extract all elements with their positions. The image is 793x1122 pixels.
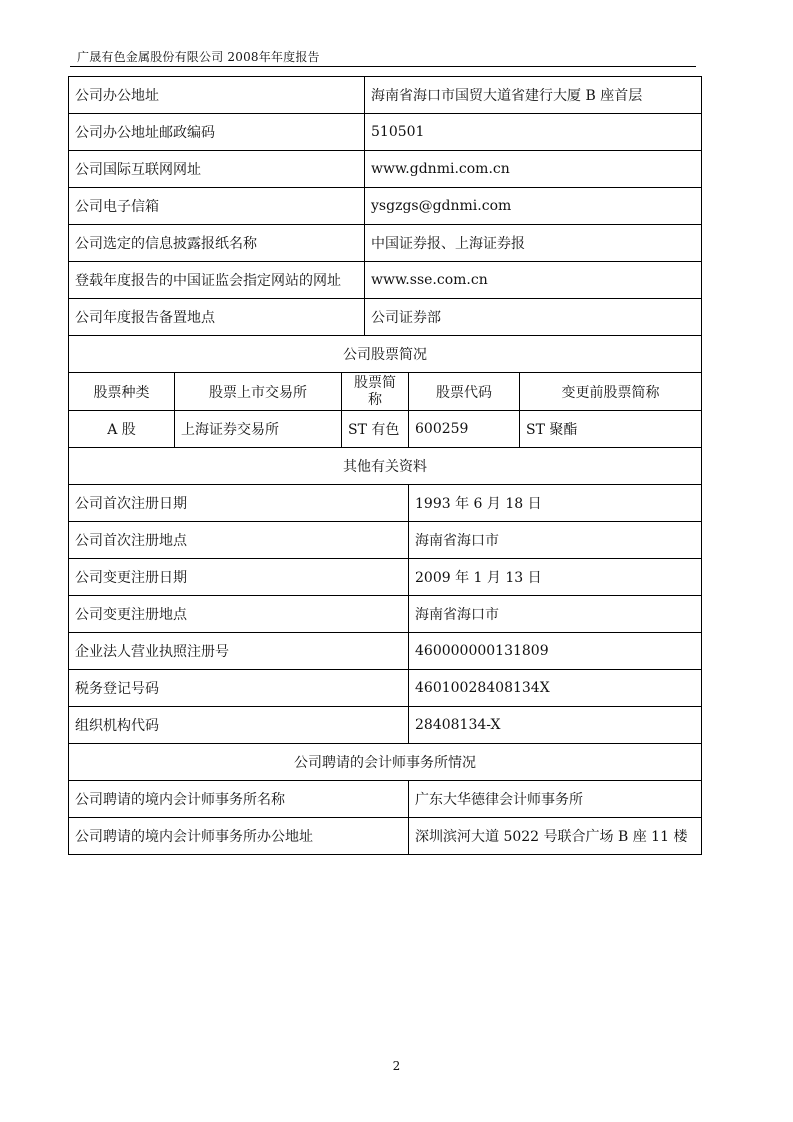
stock-header-type: 股票种类: [69, 373, 175, 411]
header-divider: [70, 66, 696, 67]
row-value: www.sse.com.cn: [365, 262, 702, 299]
page-number: 2: [392, 1059, 401, 1073]
row-value: 广东大华德律会计师事务所: [409, 781, 702, 818]
row-value: 中国证券报、上海证券报: [365, 225, 702, 262]
row-value: 1993 年 6 月 18 日: [409, 485, 702, 522]
row-value: 28408134-X: [409, 707, 702, 744]
table-row: [69, 559, 702, 596]
section-title-other: 其他有关资料: [69, 448, 702, 485]
row-label: 公司聘请的境内会计师事务所名称: [69, 781, 409, 818]
row-value: 460000000131809: [409, 633, 702, 670]
row-value: 公司证券部: [365, 299, 702, 336]
section-title-auditor: 公司聘请的会计师事务所情况: [69, 744, 702, 781]
section-row: [69, 448, 702, 485]
stock-data-row: [69, 411, 702, 448]
table-row: [69, 633, 702, 670]
row-value: ysgzgs@gdnmi.com: [365, 188, 702, 225]
table-row: [69, 485, 702, 522]
row-label: 企业法人营业执照注册号: [69, 633, 409, 670]
stock-code: 600259: [409, 411, 520, 448]
section-row: [69, 336, 702, 373]
row-label: 公司年度报告备置地点: [69, 299, 365, 336]
stock-header-code: 股票代码: [409, 373, 520, 411]
table-row: [69, 299, 702, 336]
row-label: 税务登记号码: [69, 670, 409, 707]
report-header: 广晟有色金属股份有限公司 2008年年度报告: [77, 50, 320, 64]
row-value: 海南省海口市: [409, 522, 702, 559]
row-value: www.gdnmi.com.cn: [365, 151, 702, 188]
row-label: 登载年度报告的中国证监会指定网站的网址: [69, 262, 365, 299]
stock-type: A 股: [69, 411, 175, 448]
row-label: 公司电子信箱: [69, 188, 365, 225]
row-label: 公司首次注册日期: [69, 485, 409, 522]
stock-abbr: ST 有色: [342, 411, 409, 448]
table-row: [69, 522, 702, 559]
row-label: 公司变更注册日期: [69, 559, 409, 596]
table-row: [69, 670, 702, 707]
table-row: [69, 262, 702, 299]
row-label: 公司选定的信息披露报纸名称: [69, 225, 365, 262]
section-row: [69, 744, 702, 781]
stock-header-abbr: 股票简称: [342, 373, 409, 411]
stock-header-row: [69, 373, 702, 411]
row-value: 深圳滨河大道 5022 号联合广场 B 座 11 楼: [409, 818, 702, 855]
section-title-stock: 公司股票简况: [69, 336, 702, 373]
table-row: [69, 707, 702, 744]
stock-header-former-abbr: 变更前股票简称: [520, 373, 702, 411]
table-row: [69, 188, 702, 225]
row-label: 公司办公地址: [69, 77, 365, 114]
row-label: 组织机构代码: [69, 707, 409, 744]
stock-exchange: 上海证券交易所: [175, 411, 342, 448]
table-row: [69, 225, 702, 262]
table-row: [69, 77, 702, 114]
row-label: 公司聘请的境内会计师事务所办公地址: [69, 818, 409, 855]
row-label: 公司国际互联网网址: [69, 151, 365, 188]
table-row: [69, 781, 702, 818]
row-value: 海南省海口市国贸大道省建行大厦 B 座首层: [365, 77, 702, 114]
row-label: 公司首次注册地点: [69, 522, 409, 559]
row-value: 海南省海口市: [409, 596, 702, 633]
row-value: 510501: [365, 114, 702, 151]
row-label: 公司变更注册地点: [69, 596, 409, 633]
table-row: [69, 818, 702, 855]
table-row: [69, 114, 702, 151]
table-row: [69, 151, 702, 188]
company-info-table: [68, 76, 702, 855]
stock-former-abbr: ST 聚酯: [520, 411, 702, 448]
row-label: 公司办公地址邮政编码: [69, 114, 365, 151]
row-value: 46010028408134X: [409, 670, 702, 707]
row-value: 2009 年 1 月 13 日: [409, 559, 702, 596]
stock-header-exchange: 股票上市交易所: [175, 373, 342, 411]
table-row: [69, 596, 702, 633]
